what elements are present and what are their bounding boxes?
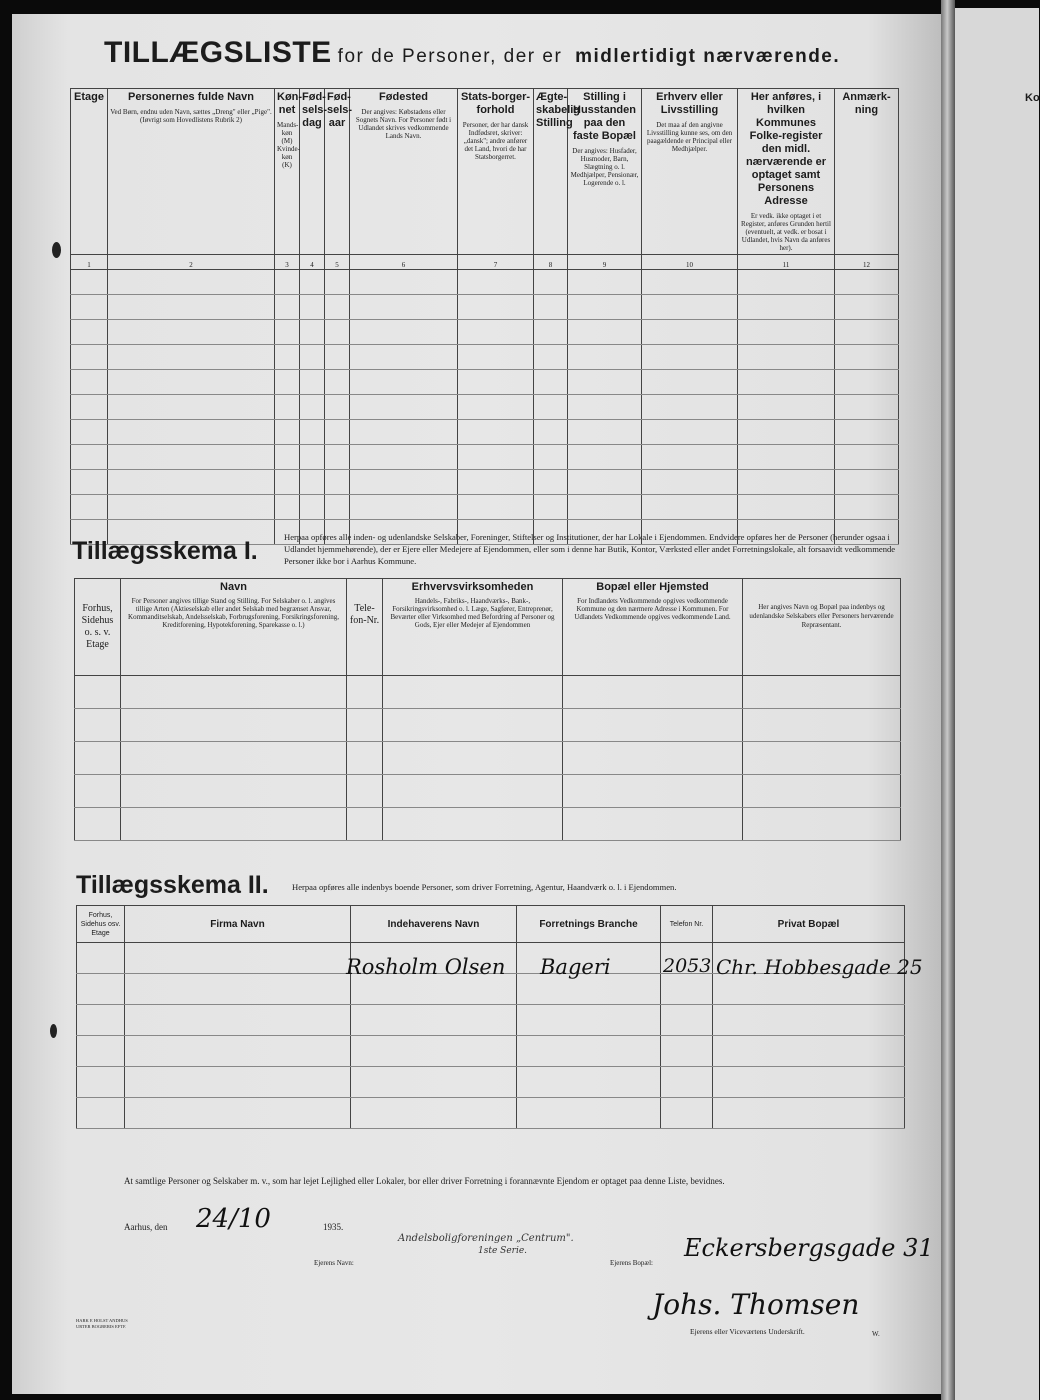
t1-col-title: Personernes fulde Navn [128, 91, 254, 103]
table-cell[interactable] [275, 320, 300, 345]
table-cell[interactable] [568, 445, 642, 470]
table-cell[interactable] [108, 320, 275, 345]
t1-col-title: Køn-net [277, 91, 303, 116]
table-cell[interactable] [642, 470, 738, 495]
skema2-col-header: Firma Navn [125, 906, 351, 943]
t1-col-number: 7 [458, 255, 534, 270]
t1-col-header [458, 89, 534, 255]
table-cell[interactable] [534, 445, 568, 470]
skema2-col-header: Forretnings Branche [517, 906, 661, 943]
table-cell[interactable] [568, 395, 642, 420]
table-cell[interactable] [642, 420, 738, 445]
corner-mark: W. [872, 1330, 880, 1338]
t1-col-title: Erhverv eller Livsstilling [656, 91, 723, 116]
facing-page [955, 8, 1039, 1400]
table-cell[interactable] [77, 1005, 125, 1036]
table-row [77, 1067, 905, 1098]
table-cell[interactable] [350, 370, 458, 395]
table-cell[interactable] [458, 470, 534, 495]
table-cell[interactable] [661, 1098, 713, 1129]
ink-blot [52, 242, 61, 258]
skema1-col-header [75, 579, 121, 676]
t1-col-header [108, 89, 275, 255]
table-cell[interactable] [275, 295, 300, 320]
table-cell[interactable] [300, 345, 325, 370]
table-cell[interactable] [534, 495, 568, 520]
table-cell[interactable] [71, 420, 108, 445]
table-cell[interactable] [563, 676, 743, 709]
t1-col-title: Stilling i Husstanden paa den faste Bopæl [573, 91, 636, 142]
t1-col-header [350, 89, 458, 255]
table-cell[interactable] [835, 320, 899, 345]
table-cell[interactable] [71, 345, 108, 370]
table-cell[interactable] [108, 445, 275, 470]
table-cell[interactable] [738, 395, 835, 420]
table-cell[interactable] [642, 270, 738, 295]
table-cell[interactable] [383, 742, 563, 775]
table-cell[interactable] [350, 445, 458, 470]
footer-city: Aarhus, den [124, 1222, 168, 1232]
table-cell[interactable] [517, 1036, 661, 1067]
table-cell[interactable] [458, 495, 534, 520]
skema1-col-header [347, 579, 383, 676]
table-row [71, 370, 899, 395]
table-row [71, 345, 899, 370]
table-cell[interactable] [738, 495, 835, 520]
table-cell[interactable] [77, 943, 125, 974]
table-row [71, 420, 899, 445]
table-cell[interactable] [713, 1098, 905, 1129]
t1-col-title: Ægte-skabelig Stilling [536, 91, 581, 129]
table-cell[interactable] [568, 495, 642, 520]
table-cell[interactable] [568, 420, 642, 445]
table-cell[interactable] [713, 1005, 905, 1036]
table-cell[interactable] [738, 370, 835, 395]
skema1-heading: Tillægsskema I. [72, 537, 258, 565]
t1-col-desc: Ved Børn, endnu uden Navn, sættes „Dreng" eller „Pige". (Iøvrigt som Hovedlistens Rubrik 2) [110, 108, 272, 124]
table-cell[interactable] [108, 345, 275, 370]
skema1-col-title: Erhvervsvirksomheden [411, 581, 534, 593]
t1-col-title: Etage [74, 91, 104, 103]
table-cell[interactable] [743, 775, 901, 808]
table-cell[interactable] [458, 395, 534, 420]
table-cell[interactable] [738, 445, 835, 470]
t1-col-number: 10 [642, 255, 738, 270]
t1-col-number: 12 [835, 255, 899, 270]
table-cell[interactable] [71, 395, 108, 420]
t1-col-header [534, 89, 581, 255]
table-cell[interactable] [835, 420, 899, 445]
table-cell[interactable] [71, 370, 108, 395]
page-title [104, 36, 840, 70]
table-cell[interactable] [458, 345, 534, 370]
table-cell[interactable] [77, 1098, 125, 1129]
table-cell[interactable] [350, 495, 458, 520]
table-cell[interactable] [121, 775, 347, 808]
skema1-col-header [563, 579, 743, 676]
owner-address: Eckersbergsgade 31 [684, 1234, 934, 1262]
table-cell[interactable] [743, 808, 901, 841]
table-cell[interactable] [350, 320, 458, 345]
title-main: TILLÆGSLISTE [104, 36, 332, 69]
table-cell[interactable] [383, 709, 563, 742]
table-cell[interactable] [300, 445, 325, 470]
table-cell[interactable] [458, 270, 534, 295]
table-cell[interactable] [534, 320, 568, 345]
table-cell[interactable] [738, 295, 835, 320]
table-cell[interactable] [325, 420, 350, 445]
skema2-table [76, 905, 905, 1129]
table-cell[interactable] [121, 808, 347, 841]
table-cell[interactable] [568, 345, 642, 370]
table-cell[interactable] [458, 295, 534, 320]
t1-col-number: 1 [71, 255, 108, 270]
t1-col-header [300, 89, 328, 255]
table-cell[interactable] [351, 1098, 517, 1129]
skema1-col-header [121, 579, 347, 676]
table-cell[interactable] [77, 1036, 125, 1067]
signature-label: Ejerens eller Viceværtens Underskrift. [690, 1327, 805, 1336]
table-cell[interactable] [534, 370, 568, 395]
table-cell[interactable] [325, 370, 350, 395]
table-cell[interactable] [350, 270, 458, 295]
owner-stamp: Andelsboligforeningen „Centrum". [398, 1233, 574, 1244]
table-cell[interactable] [568, 295, 642, 320]
table-cell[interactable] [534, 270, 568, 295]
table-cell[interactable] [125, 1036, 351, 1067]
table-row [71, 445, 899, 470]
table-cell[interactable] [642, 370, 738, 395]
entry-bopael: Chr. Hobbesgade 25 [716, 955, 923, 979]
printer-line-1: HARK E HOLST ANDHUS [76, 1318, 128, 1323]
t1-col-desc: Der angives: Købstadens eller Sognets Navn. For Personer født i Udlandet skrives vedkommende Lands Navn. [355, 108, 452, 140]
table-row [75, 742, 901, 775]
t1-col-number: 6 [350, 255, 458, 270]
table-cell[interactable] [350, 470, 458, 495]
table-cell[interactable] [350, 295, 458, 320]
table-cell[interactable] [534, 345, 568, 370]
table-cell[interactable] [325, 395, 350, 420]
table-cell[interactable] [71, 270, 108, 295]
table-cell[interactable] [325, 495, 350, 520]
skema1-col-desc: For Personer angives tillige Stand og Stilling. For Selskaber o. l. angives tillige Arten (Aktieselskab eller andet Selskab med begrænset Ansvar, Kommanditselskab, Andelsselskab, Forbrugsforening, Forsikringsforening, Kreditforening, Hypotekforening, Sparekasse o. l.) [128, 597, 339, 629]
table-cell[interactable] [713, 1036, 905, 1067]
entry-branche: Bageri [540, 955, 611, 979]
skema1-col-desc: Her angives Navn og Bopæl paa indenbys og udenlandske Selskabers eller Personers herværende Repræsentant. [749, 603, 894, 629]
table-cell[interactable] [108, 395, 275, 420]
table-cell[interactable] [325, 470, 350, 495]
t1-col-title: Fød-sels-aar [327, 91, 353, 129]
table-row [71, 470, 899, 495]
table-cell[interactable] [108, 495, 275, 520]
table-cell[interactable] [75, 775, 121, 808]
t1-col-number: 5 [325, 255, 350, 270]
table-cell[interactable] [275, 270, 300, 295]
skema2-col-header: Indehaverens Navn [351, 906, 517, 943]
table-cell[interactable] [534, 420, 568, 445]
t1-col-header [738, 89, 835, 255]
table-cell[interactable] [351, 1036, 517, 1067]
skema2-col-header: Privat Bopæl [713, 906, 905, 943]
table-cell[interactable] [300, 270, 325, 295]
table-cell[interactable] [517, 1005, 661, 1036]
skema1-table [74, 578, 901, 841]
table-cell[interactable] [325, 320, 350, 345]
table-cell[interactable] [743, 742, 901, 775]
table-cell[interactable] [835, 295, 899, 320]
t1-col-desc: Mands-køn (M) Kvinde-køn (K) [277, 121, 300, 169]
title-rest-bold: midlertidigt nærværende. [575, 46, 841, 67]
table-cell[interactable] [71, 470, 108, 495]
skema1-col-title: Navn [220, 581, 247, 593]
skema1-col-desc: Handels-, Fabriks-, Haandværks-, Bank-, Forsikringsvirksomhed o. l. Læge, Sagfører, Entreprenør, Beværter eller Virksomhed med Befordring af Personer og Gods, Ejer eller Medejer af Ejendommen [390, 597, 555, 629]
table-cell[interactable] [835, 470, 899, 495]
table-row [71, 495, 899, 520]
signature: Johs. Thomsen [652, 1288, 860, 1321]
table-cell[interactable] [350, 395, 458, 420]
table-cell[interactable] [835, 270, 899, 295]
skema1-col-header [383, 579, 563, 676]
table-cell[interactable] [125, 1098, 351, 1129]
t1-col-number: 2 [108, 255, 275, 270]
book-spine [941, 0, 955, 1400]
table-cell[interactable] [661, 1005, 713, 1036]
skema1-col-desc: For Indlandets Vedkommende opgives vedkommende Kommune og den nærmere Adresse i Kommunen. For Udlandets Vedkommende opgives vedkommende Land. [574, 597, 731, 621]
t1-col-title: Stats-borger-forhold [460, 91, 531, 116]
table-cell[interactable] [738, 345, 835, 370]
skema1-col-desc: Tele-fon-Nr. [349, 603, 380, 626]
table-cell[interactable] [275, 345, 300, 370]
table-row [75, 676, 901, 709]
table-cell[interactable] [568, 270, 642, 295]
table-cell[interactable] [534, 395, 568, 420]
tillaegsliste-table [70, 88, 899, 545]
table-cell[interactable] [383, 676, 563, 709]
table-cell[interactable] [835, 495, 899, 520]
table-cell[interactable] [300, 470, 325, 495]
t1-col-header [642, 89, 738, 255]
table-cell[interactable] [121, 742, 347, 775]
table-row [75, 808, 901, 841]
table-cell[interactable] [71, 445, 108, 470]
table-cell[interactable] [835, 445, 899, 470]
table-cell[interactable] [458, 445, 534, 470]
table-row [71, 320, 899, 345]
table-cell[interactable] [300, 420, 325, 445]
t1-col-number: 4 [300, 255, 325, 270]
table-cell[interactable] [325, 445, 350, 470]
table-row [75, 709, 901, 742]
table-cell[interactable] [125, 974, 351, 1005]
table-cell[interactable] [325, 295, 350, 320]
table-cell[interactable] [347, 808, 383, 841]
facing-page-label: Ko [1025, 92, 1040, 104]
table-row [71, 395, 899, 420]
table-cell[interactable] [563, 742, 743, 775]
footer-date: 24/10 [196, 1204, 271, 1234]
table-cell[interactable] [108, 270, 275, 295]
table-cell[interactable] [563, 775, 743, 808]
table-cell[interactable] [383, 775, 563, 808]
table-cell[interactable] [108, 370, 275, 395]
table-cell[interactable] [275, 420, 300, 445]
table-cell[interactable] [75, 742, 121, 775]
owner-name-label: Ejerens Navn: [314, 1259, 354, 1267]
table-cell[interactable] [347, 775, 383, 808]
table-cell[interactable] [275, 445, 300, 470]
table-cell[interactable] [642, 395, 738, 420]
table-cell[interactable] [738, 270, 835, 295]
table-cell[interactable] [835, 395, 899, 420]
table-cell[interactable] [75, 676, 121, 709]
title-rest: for de Personer, der er [337, 46, 570, 67]
table-row [77, 1005, 905, 1036]
t1-col-number: 11 [738, 255, 835, 270]
table-cell[interactable] [347, 742, 383, 775]
table-cell[interactable] [568, 370, 642, 395]
table-cell[interactable] [642, 345, 738, 370]
table-cell[interactable] [563, 709, 743, 742]
t1-col-header [325, 89, 353, 255]
t1-col-title: Fødested [379, 91, 428, 103]
table-cell[interactable] [77, 974, 125, 1005]
table-cell[interactable] [125, 1067, 351, 1098]
table-cell[interactable] [108, 295, 275, 320]
table-cell[interactable] [458, 420, 534, 445]
table-cell[interactable] [661, 1067, 713, 1098]
table-cell[interactable] [347, 676, 383, 709]
skema2-intro: Herpaa opføres alle indenbys boende Personer, som driver Forretning, Agentur, Haandværk o. l. i Ejendommen. [292, 882, 677, 892]
footer-statement: At samtlige Personer og Selskaber m. v., som har lejet Lejlighed eller Lokaler, bor eller driver Forretning i forannævnte Ejendom er optaget paa denne Liste, bevidnes. [124, 1176, 725, 1186]
t1-col-header [275, 89, 303, 255]
table-cell[interactable] [350, 420, 458, 445]
table-cell[interactable] [275, 395, 300, 420]
table-cell[interactable] [351, 1067, 517, 1098]
table-cell[interactable] [738, 420, 835, 445]
table-cell[interactable] [738, 320, 835, 345]
table-cell[interactable] [383, 808, 563, 841]
skema2-col-header: Telefon Nr. [661, 906, 713, 943]
table-cell[interactable] [300, 370, 325, 395]
table-cell[interactable] [121, 709, 347, 742]
table-cell[interactable] [351, 1005, 517, 1036]
table-cell[interactable] [71, 295, 108, 320]
owner-stamp-serie: 1ste Serie. [478, 1246, 528, 1256]
table-cell[interactable] [75, 808, 121, 841]
table-cell[interactable] [300, 395, 325, 420]
t1-col-desc: Der angives: Husfader, Husmoder, Barn, Slægtning o. l. Medhjælper, Pensionær, Logerende o. l. [570, 147, 639, 187]
table-cell[interactable] [108, 420, 275, 445]
t1-col-desc: Er vedk. ikke optaget i et Register, anføres Grunden hertil (eventuelt, at vedk. er bosat i Udlandet, hvis Navn da anføres her). [741, 212, 831, 252]
table-cell[interactable] [835, 345, 899, 370]
table-cell[interactable] [642, 495, 738, 520]
t1-col-title: Her anføres, i hvilken Kommunes Folke-register den midl. nærværende er optaget samt Personens Adresse [745, 91, 827, 207]
table-cell[interactable] [300, 320, 325, 345]
table-row [71, 295, 899, 320]
table-cell[interactable] [77, 1067, 125, 1098]
table-cell[interactable] [121, 676, 347, 709]
table-cell[interactable] [743, 709, 901, 742]
table-cell[interactable] [300, 295, 325, 320]
t1-col-desc: Det maa af den angivne Livsstilling kunne ses, om den paagældende er Principal eller Medhjælper. [646, 121, 733, 153]
table-cell[interactable] [642, 445, 738, 470]
table-row [77, 1098, 905, 1129]
table-cell[interactable] [642, 320, 738, 345]
table-cell[interactable] [71, 495, 108, 520]
table-cell[interactable] [458, 370, 534, 395]
owner-address-label: Ejerens Bopæl: [610, 1259, 653, 1267]
table-cell[interactable] [563, 808, 743, 841]
entry-indehaver: Rosholm Olsen [346, 955, 506, 979]
t1-col-header [568, 89, 642, 255]
table-cell[interactable] [534, 295, 568, 320]
ink-blot [50, 1024, 57, 1038]
table-cell[interactable] [325, 270, 350, 295]
table-row [71, 270, 899, 295]
t1-col-title: Anmærk-ning [842, 91, 891, 116]
table-cell[interactable] [534, 470, 568, 495]
t1-col-desc: Personer, der har dansk Indfødsret, skriver: „dansk"; andre anfører det Land, hvori de har Statsborgerret. [462, 121, 529, 161]
table-cell[interactable] [325, 345, 350, 370]
table-cell[interactable] [71, 320, 108, 345]
table-cell[interactable] [125, 943, 351, 974]
table-cell[interactable] [738, 470, 835, 495]
skema1-col-header [743, 579, 901, 676]
printer-line-2: URTER BOGBERIS EFTF. [76, 1324, 127, 1329]
table-cell[interactable] [125, 1005, 351, 1036]
table-cell[interactable] [300, 495, 325, 520]
skema1-col-desc: Forhus, Sidehus o. s. v. Etage [81, 603, 114, 650]
table-cell[interactable] [275, 470, 300, 495]
skema1-col-title: Bopæl eller Hjemsted [596, 581, 709, 593]
skema2-col-header: Forhus, Sidehus osv. Etage [77, 906, 125, 943]
t1-col-number: 3 [275, 255, 300, 270]
table-cell[interactable] [642, 295, 738, 320]
t1-col-header [71, 89, 108, 255]
table-cell[interactable] [275, 370, 300, 395]
skema1-intro: Herpaa opføres alle inden- og udenlandske Selskaber, Foreninger, Stiftelser og Institutioner, der har Lokale i Ejendommen. Endvidere opføres her de Personer (herunder ogsaa i Udlandet hjemmehørende), der er Ejere eller Medejere af Ejendommen, eller som i denne har Butik, Kontor, Værksted eller andet Forretningslokale, alt forsaavidt vedkommende Personer ikke bor i Aarhus Kommune. [284, 532, 896, 566]
table-cell[interactable] [458, 320, 534, 345]
t1-col-header [835, 89, 899, 255]
t1-col-title: Fød-sels-dag [302, 91, 328, 129]
entry-telefon: 2053 [663, 955, 712, 977]
table-cell[interactable] [275, 495, 300, 520]
t1-col-number: 8 [534, 255, 568, 270]
table-cell[interactable] [75, 709, 121, 742]
table-cell[interactable] [347, 709, 383, 742]
table-cell[interactable] [661, 974, 713, 1005]
skema2-heading: Tillægsskema II. [76, 871, 269, 899]
table-cell[interactable] [661, 1036, 713, 1067]
table-cell[interactable] [568, 320, 642, 345]
footer-year: 1935. [323, 1222, 344, 1232]
table-cell[interactable] [743, 676, 901, 709]
table-cell[interactable] [517, 1098, 661, 1129]
table-cell[interactable] [517, 1067, 661, 1098]
table-cell[interactable] [713, 1067, 905, 1098]
table-cell[interactable] [350, 345, 458, 370]
t1-col-number: 9 [568, 255, 642, 270]
table-row [77, 1036, 905, 1067]
table-row [75, 775, 901, 808]
table-cell[interactable] [568, 470, 642, 495]
table-cell[interactable] [108, 470, 275, 495]
table-cell[interactable] [835, 370, 899, 395]
